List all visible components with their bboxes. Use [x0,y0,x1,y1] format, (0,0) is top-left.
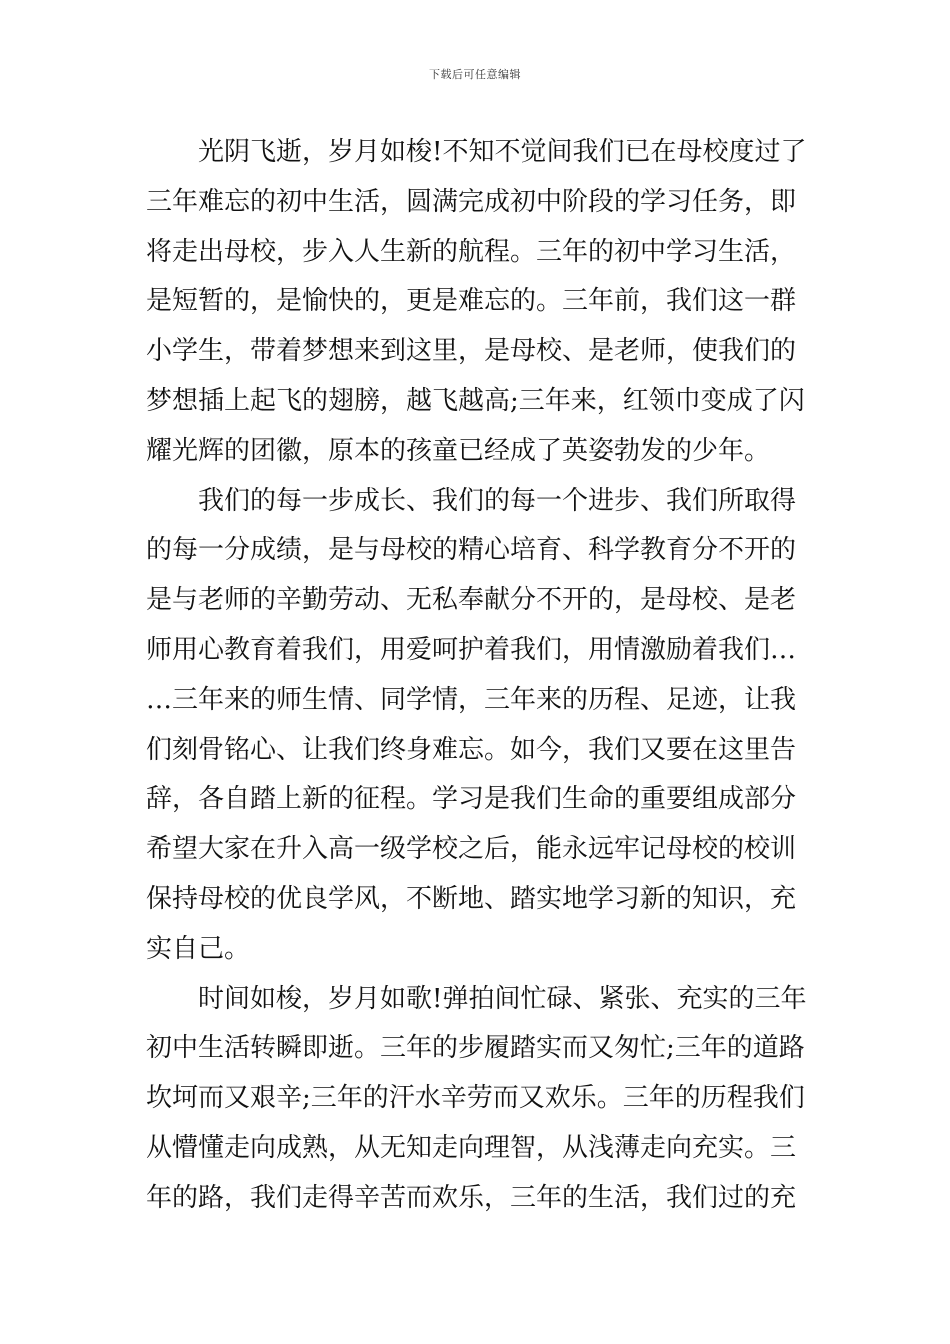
text-line: 将走出母校，步入人生新的航程。三年的初中学习生活， [146,236,797,267]
text-line: 辞，各自踏上新的征程。学习是我们生命的重要组成部分 [146,784,797,815]
text-line: 们刻骨铭心、让我们终身难忘。如今，我们又要在这里告 [146,734,797,765]
text-line: 梦想插上起飞的翅膀，越飞越高;三年来，红领巾变成了闪 [146,385,805,416]
text-line: 三年难忘的初中生活，圆满完成初中阶段的学习任务，即 [146,186,797,217]
text-line: 坎坷而又艰辛;三年的汗水辛劳而又欢乐。三年的历程我们 [146,1083,805,1114]
text-line: 师用心教育着我们，用爱呵护着我们，用情激励着我们… [146,634,797,665]
text-line: 我们的每一步成长、我们的每一个进步、我们所取得 [198,485,797,516]
text-line: 耀光辉的团徽，原本的孩童已经成了英姿勃发的少年。 [146,435,771,466]
text-line: 希望大家在升入高一级学校之后，能永远牢记母校的校训 [146,834,797,865]
text-line: 是与老师的辛勤劳动、无私奉献分不开的，是母校、是老 [146,585,797,616]
paragraph-3 [146,975,808,1224]
text-line: 保持母校的优良学风，不断地、踏实地学习新的知识，充 [146,883,797,914]
text-line: 时间如梭，岁月如歌!弹拍间忙碌、紧张、充实的三年 [198,983,807,1014]
page-header: 下载后可任意编辑 [429,68,521,81]
text-line: 实自己。 [146,933,251,964]
text-line: 是短暂的，是愉快的，更是难忘的。三年前，我们这一群 [146,286,797,317]
text-line: 年的路，我们走得辛苦而欢乐，三年的生活，我们过的充 [146,1182,797,1213]
text-line: 小学生，带着梦想来到这里，是母校、是老师，使我们的 [146,336,797,367]
text-line: …三年来的师生情、同学情，三年来的历程、足迹，让我 [146,684,797,715]
text-line: 光阴飞逝，岁月如梭!不知不觉间我们已在母校度过了 [198,137,807,167]
document-body [146,128,808,1224]
text-line: 的每一分成绩，是与母校的精心培育、科学教育分不开的 [146,535,797,566]
text-line: 初中生活转瞬即逝。三年的步履踏实而又匆忙;三年的道路 [146,1033,805,1064]
paragraph-1 [146,128,808,477]
text-line: 从懵懂走向成熟，从无知走向理智，从浅薄走向充实。三 [146,1132,797,1163]
paragraph-2 [146,477,808,975]
